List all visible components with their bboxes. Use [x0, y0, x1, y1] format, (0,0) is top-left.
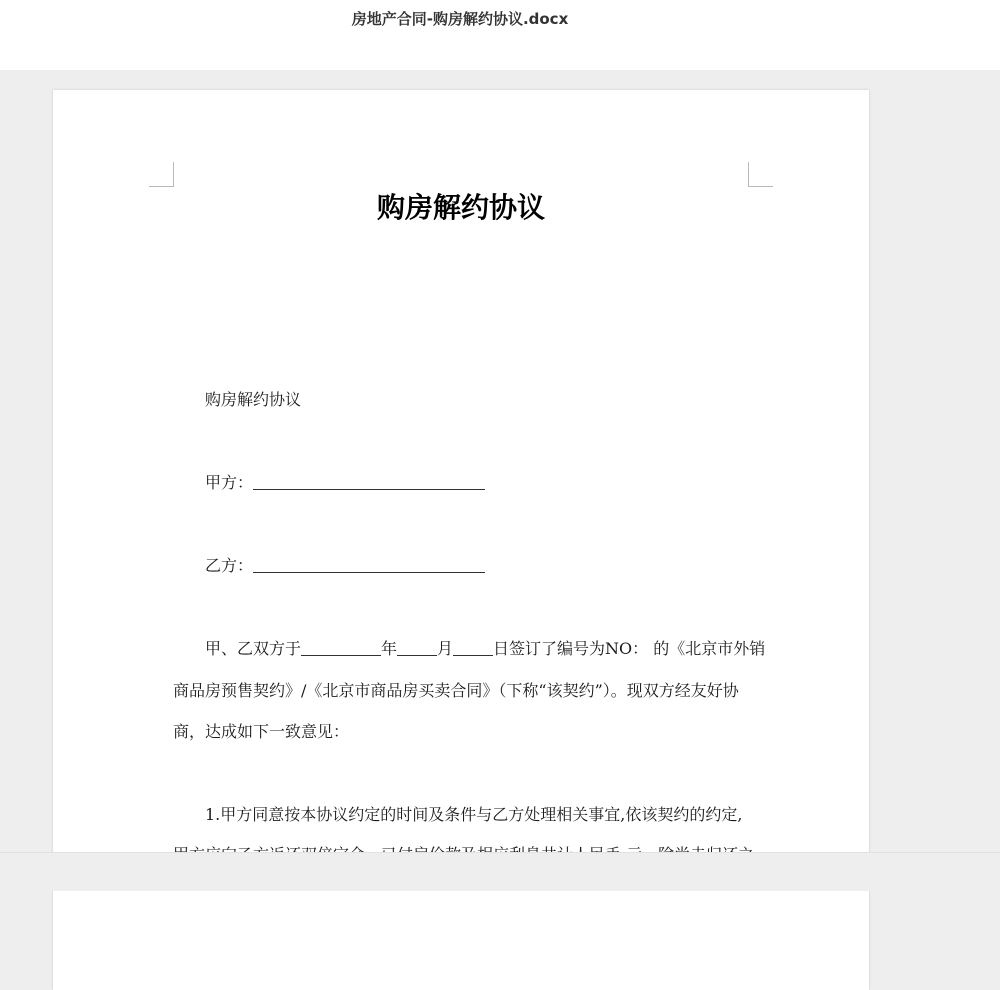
party-b-blank — [253, 554, 485, 573]
party-a-label: 甲方： — [205, 473, 254, 492]
document-viewport[interactable] — [0, 70, 1000, 852]
month-label: 月 — [437, 639, 454, 658]
document-heading: 购房解约协议 — [376, 191, 545, 224]
month-blank — [397, 637, 437, 656]
party-a-line — [205, 470, 485, 493]
crop-mark-top-left — [149, 162, 174, 187]
clause-1-line-1: 1.甲方同意按本协议约定的时间及条件与乙方处理相关事宜,依该契约的约定, — [205, 805, 743, 824]
party-b-label: 乙方： — [205, 556, 254, 575]
document-title: 房地产合同-购房解约协议.docx — [351, 10, 569, 28]
subtitle-paragraph: 购房解约协议 — [205, 390, 302, 409]
intro-line-1 — [205, 636, 765, 659]
crop-mark-top-right — [748, 162, 773, 187]
year-label: 年 — [381, 639, 398, 658]
intro-line-3: 商，达成如下一致意见： — [173, 722, 350, 741]
party-b-line — [205, 553, 485, 576]
day-blank — [453, 637, 493, 656]
intro-line-2: 商品房预售契约》/《北京市商品房买卖合同》（下称“该契约”）。现双方经友好协 — [173, 681, 739, 700]
year-blank — [301, 637, 381, 656]
party-a-blank — [253, 471, 485, 490]
intro-prefix: 甲、乙双方于 — [205, 639, 302, 658]
title-bar — [0, 0, 1000, 70]
intro-day-text: 日签订了编号为NO： 的《北京市外销 — [493, 639, 766, 658]
bottom-bar — [0, 852, 1000, 891]
